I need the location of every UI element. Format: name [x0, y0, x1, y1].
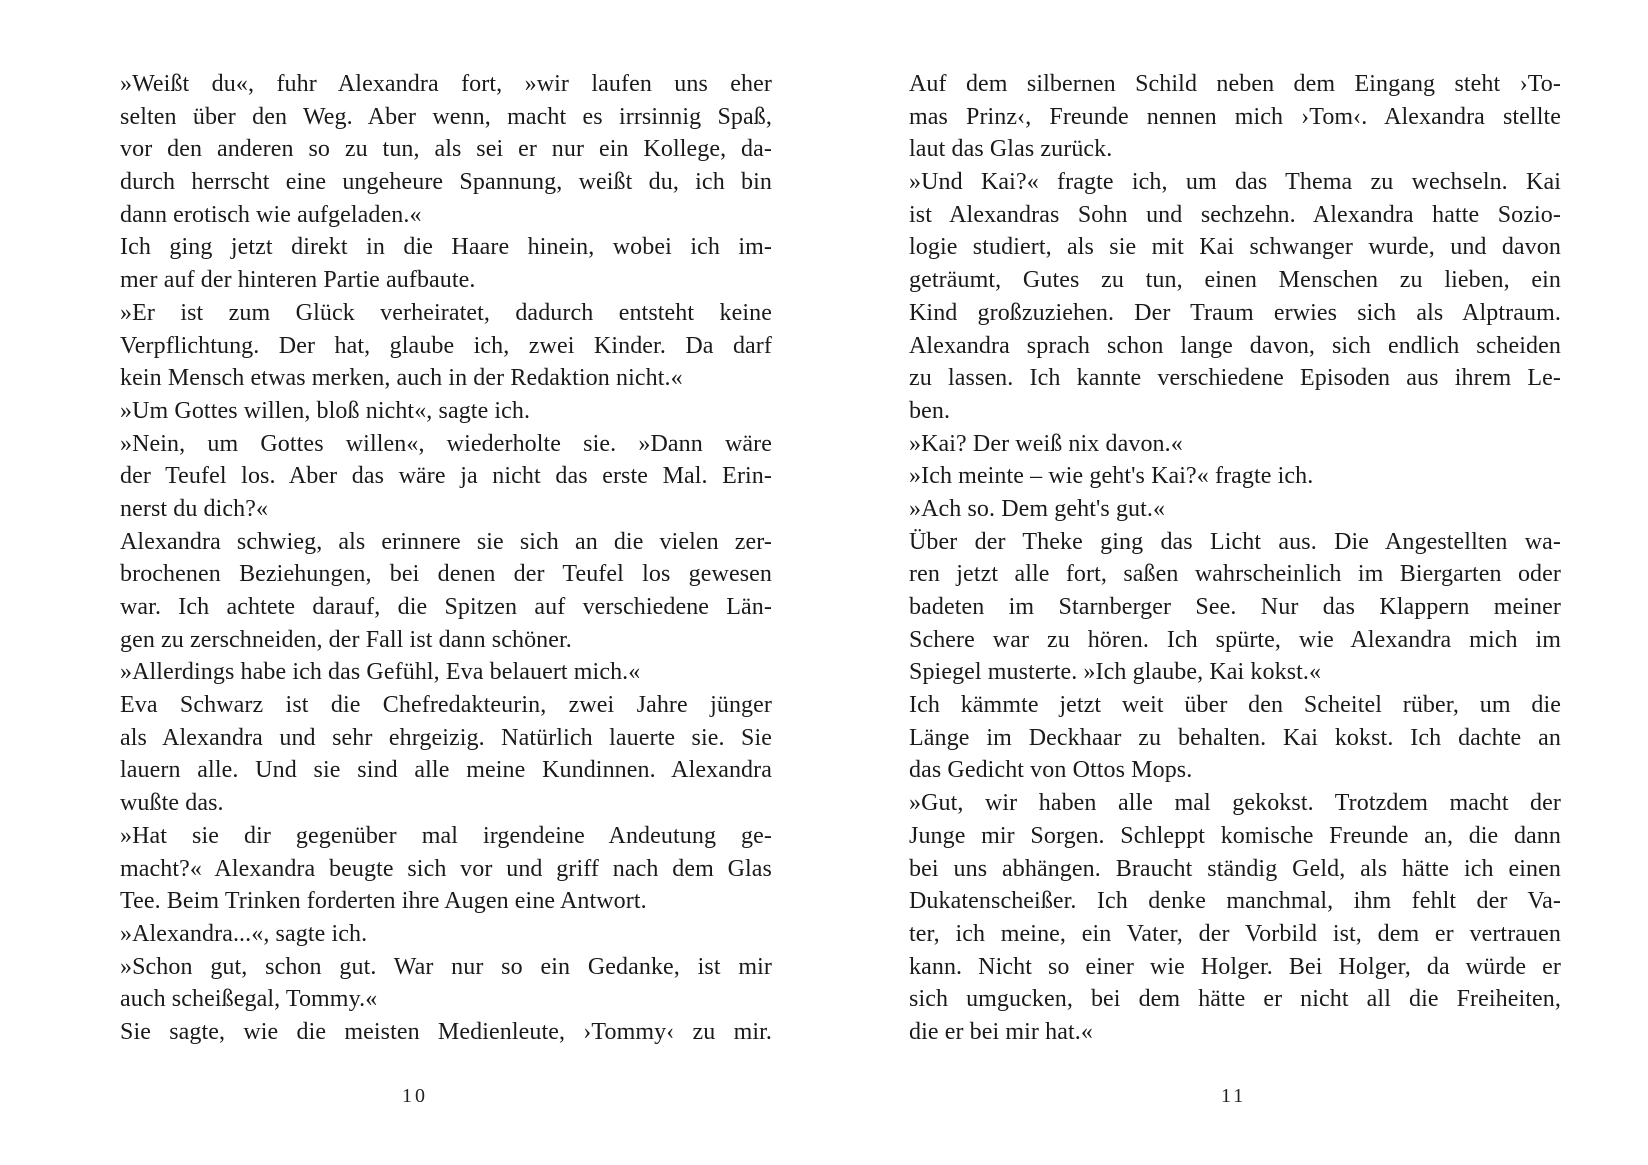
text-line: »Um Gottes willen, bloß nicht«, sagte ich. — [120, 397, 531, 424]
text-line: lauern alle. Und sie sind alle meine Kundinnen. Alexandra — [120, 757, 772, 784]
text-line: »Allerdings habe ich das Gefühl, Eva belauert mich.« — [120, 659, 641, 686]
text-line: »Kai? Der weiß nix davon.« — [909, 430, 1183, 457]
text-line: Tee. Beim Trinken forderten ihre Augen eine Antwort. — [120, 888, 647, 915]
text-line: zu lassen. Ich kannte verschiedene Episoden aus ihrem Le- — [909, 365, 1561, 392]
left-page-number: 10 — [402, 1085, 428, 1107]
text-line: Alexandra sprach schon lange davon, sich endlich scheiden — [909, 332, 1561, 359]
text-line: wußte das. — [120, 790, 224, 817]
text-line: das Gedicht von Ottos Mops. — [909, 757, 1193, 784]
text-line: »Gut, wir haben alle mal gekokst. Trotzdem macht der — [909, 790, 1561, 817]
text-line: mas Prinz‹, Freunde nennen mich ›Tom‹. Alexandra stellte — [909, 103, 1561, 130]
text-line: nerst du dich?« — [120, 495, 269, 522]
text-line: macht?« Alexandra beugte sich vor und griff nach dem Glas — [120, 855, 772, 882]
right-page-text — [909, 68, 1561, 1049]
left-page-text — [120, 68, 772, 1049]
text-line: dann erotisch wie aufgeladen.« — [120, 201, 422, 228]
text-line: Kind großzuziehen. Der Traum erwies sich als Alptraum. — [909, 299, 1561, 326]
text-line: »Alexandra...«, sagte ich. — [120, 920, 368, 947]
text-line: bei uns abhängen. Braucht ständig Geld, als hätte ich einen — [909, 855, 1561, 882]
text-line: die er bei mir hat.« — [909, 1018, 1093, 1045]
text-line: als Alexandra und sehr ehrgeizig. Natürlich lauerte sie. Sie — [120, 724, 772, 751]
text-line: Alexandra schwieg, als erinnere sie sich an die vielen zer- — [120, 528, 772, 555]
text-line: Spiegel musterte. »Ich glaube, Kai kokst.« — [909, 659, 1322, 686]
text-line: Ich kämmte jetzt weit über den Scheitel rüber, um die — [909, 692, 1561, 719]
text-line: kann. Nicht so einer wie Holger. Bei Holger, da würde er — [909, 953, 1561, 980]
text-line: »Schon gut, schon gut. War nur so ein Gedanke, ist mir — [120, 953, 772, 980]
text-line: Sie sagte, wie die meisten Medienleute, ›Tommy‹ zu mir. — [120, 1018, 772, 1045]
text-line: brochenen Beziehungen, bei denen der Teufel los gewesen — [120, 561, 772, 588]
text-line: kein Mensch etwas merken, auch in der Redaktion nicht.« — [120, 365, 683, 392]
right-page — [824, 0, 1648, 1165]
text-line: Junge mir Sorgen. Schleppt komische Freunde an, die dann — [909, 822, 1561, 849]
text-line: ter, ich meine, ein Vater, der Vorbild ist, dem er vertrauen — [909, 920, 1561, 947]
text-line: ben. — [909, 397, 951, 424]
text-line: gen zu zerschneiden, der Fall ist dann schöner. — [120, 626, 572, 653]
text-line: »Er ist zum Glück verheiratet, dadurch entsteht keine — [120, 299, 772, 326]
text-line: auch scheißegal, Tommy.« — [120, 986, 378, 1013]
text-line: badeten im Starnberger See. Nur das Klappern meiner — [909, 594, 1561, 620]
text-line: ist Alexandras Sohn und sechzehn. Alexandra hatte Sozio- — [909, 201, 1561, 228]
text-line: ren jetzt alle fort, saßen wahrscheinlich im Biergarten oder — [909, 561, 1561, 588]
text-line: laut das Glas zurück. — [909, 136, 1113, 163]
text-line: »Und Kai?« fragte ich, um das Thema zu wechseln. Kai — [909, 169, 1561, 196]
text-line: »Weißt du«, fuhr Alexandra fort, »wir laufen uns eher — [120, 71, 772, 97]
text-line: Über der Theke ging das Licht aus. Die Angestellten wa- — [909, 528, 1561, 555]
text-line: Verpflichtung. Der hat, glaube ich, zwei Kinder. Da darf — [120, 332, 772, 359]
text-line: Länge im Deckhaar zu behalten. Kai kokst. Ich dachte an — [909, 724, 1561, 751]
text-line: selten über den Weg. Aber wenn, macht es irrsinnig Spaß, — [120, 103, 772, 130]
text-line: mer auf der hinteren Partie aufbaute. — [120, 267, 476, 294]
text-line: sich umgucken, bei dem hätte er nicht all die Freiheiten, — [909, 986, 1561, 1013]
text-line: »Ach so. Dem geht's gut.« — [909, 495, 1166, 522]
text-line: vor den anderen so zu tun, als sei er nur ein Kollege, da- — [120, 136, 772, 163]
text-line: war. Ich achtete darauf, die Spitzen auf verschiedene Län- — [120, 594, 772, 620]
text-line: der Teufel los. Aber das wäre ja nicht das erste Mal. Erin- — [120, 463, 772, 490]
text-line: Dukatenscheißer. Ich denke manchmal, ihm fehlt der Va- — [909, 888, 1561, 915]
text-line: geträumt, Gutes zu tun, einen Menschen zu lieben, ein — [909, 267, 1561, 294]
text-line: logie studiert, als sie mit Kai schwanger wurde, und davon — [909, 234, 1561, 261]
text-line: »Hat sie dir gegenüber mal irgendeine Andeutung ge- — [120, 822, 772, 849]
text-line: Ich ging jetzt direkt in die Haare hinein, wobei ich im- — [120, 234, 772, 261]
text-line: Eva Schwarz ist die Chefredakteurin, zwei Jahre jünger — [120, 692, 772, 719]
text-line: Auf dem silbernen Schild neben dem Eingang steht ›To- — [909, 71, 1561, 97]
right-page-number: 11 — [1221, 1085, 1247, 1107]
text-line: durch herrscht eine ungeheure Spannung, weißt du, ich bin — [120, 169, 772, 196]
text-line: »Ich meinte – wie geht's Kai?« fragte ich. — [909, 463, 1314, 490]
text-line: »Nein, um Gottes willen«, wiederholte sie. »Dann wäre — [120, 430, 772, 457]
text-line: Schere war zu hören. Ich spürte, wie Alexandra mich im — [909, 626, 1561, 653]
